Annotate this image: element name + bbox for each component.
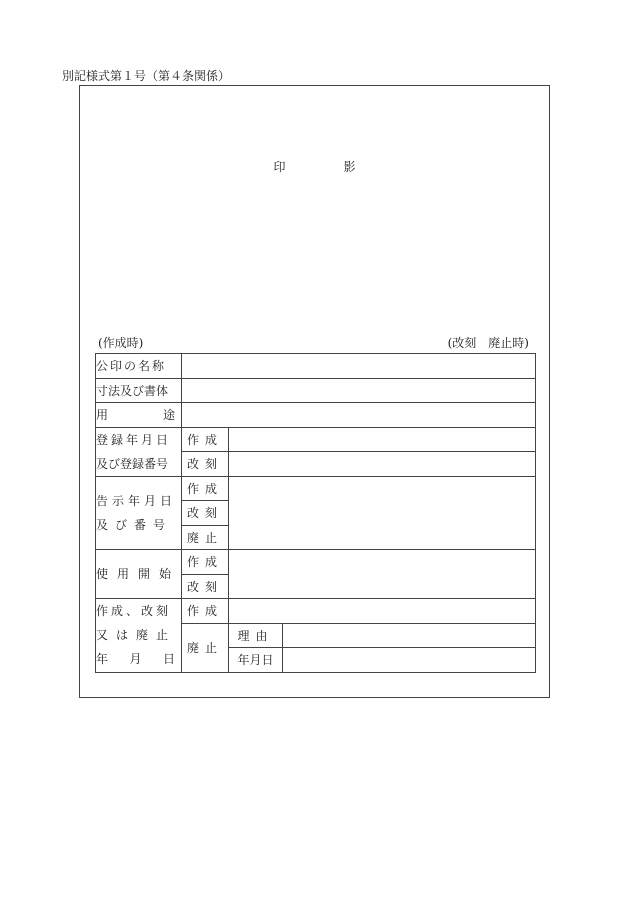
- row-label-name: 公印の名称: [96, 354, 182, 379]
- row-label-use: 用 途: [96, 403, 182, 428]
- table-row: [96, 476, 536, 501]
- seal-title-left: 印: [273, 160, 286, 174]
- date-create-value[interactable]: [229, 599, 536, 624]
- sub-date: 年月日: [229, 648, 283, 673]
- row-label-notice: 告示年月日 及び番号: [96, 476, 182, 550]
- table-row: [96, 427, 536, 452]
- table-row: [96, 599, 536, 624]
- use-value[interactable]: [182, 403, 536, 428]
- table-row: [96, 378, 536, 403]
- caption-revised-abolished: (改刻 廃止時): [447, 336, 529, 350]
- sub-reason: 理由: [229, 623, 283, 648]
- sub-revise: 改刻: [182, 574, 229, 599]
- row-label-registration: 登録年月日 及び登録番号: [96, 427, 182, 476]
- sub-create: 作成: [182, 599, 229, 624]
- sub-create: 作成: [182, 476, 229, 501]
- sub-abolish: 廃止: [182, 525, 229, 550]
- row-label-start: 使用開始: [96, 550, 182, 599]
- form-label: 別記様式第１号（第４条関係）: [62, 69, 231, 83]
- start-value[interactable]: [229, 550, 536, 599]
- abolish-date-value[interactable]: [283, 648, 536, 673]
- table-row: [96, 550, 536, 575]
- form-frame: [79, 85, 550, 698]
- sub-create: 作成: [182, 550, 229, 575]
- registration-create-value[interactable]: [229, 427, 536, 452]
- seal-impression-title: [80, 158, 549, 175]
- sub-revise: 改刻: [182, 452, 229, 477]
- row-label-size: 寸法及び書体: [96, 378, 182, 403]
- table-row: [96, 354, 536, 379]
- table-row: [96, 403, 536, 428]
- registration-table: [95, 353, 536, 673]
- reason-value[interactable]: [283, 623, 536, 648]
- size-value[interactable]: [182, 378, 536, 403]
- name-value[interactable]: [182, 354, 536, 379]
- sub-revise: 改刻: [182, 501, 229, 526]
- notice-value[interactable]: [229, 476, 536, 550]
- registration-revise-value[interactable]: [229, 452, 536, 477]
- seal-title-right: 影: [343, 160, 356, 174]
- row-label-date: 作成、改刻 又は廃止 年 月 日: [96, 599, 182, 673]
- caption-created: (作成時): [98, 336, 144, 350]
- sub-abolish: 廃止: [182, 623, 229, 672]
- sub-create: 作成: [182, 427, 229, 452]
